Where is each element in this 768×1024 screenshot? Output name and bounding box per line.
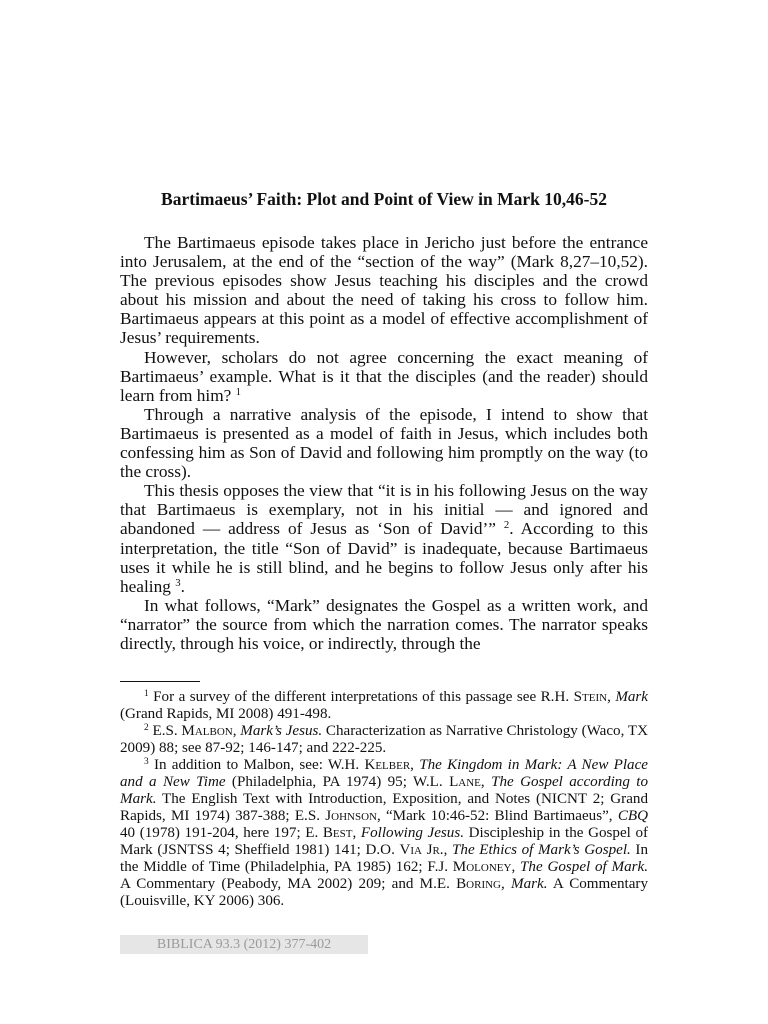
article-title: Bartimaeus’ Faith: Plot and Point of View in Mark 10,46-52: [161, 188, 607, 209]
paragraph-2: However, scholars do not agree concerning the exact meaning of Bartimaeus’ example. What is it that the disciples (and the reader) should learn from him? $^1$: [120, 347, 648, 405]
footnotes: [120, 689, 648, 910]
footnote-separator: [120, 681, 200, 682]
book-title: Mark: [615, 689, 649, 705]
footnote-number: 1: [144, 688, 149, 699]
footnote-number: 3: [144, 756, 149, 767]
journal-title: CBQ: [617, 808, 648, 824]
journal-citation-footer: BIBLICA 93.3 (2012) 377-402: [120, 935, 368, 954]
author-name: Best: [322, 825, 353, 841]
footnote-2: $^2$ E.S. Malbon, Mark’s Jesus. Characterization as Narrative Christology (Waco, TX 2009) 88; see 87-92; 146-147; and 222-225.: [120, 722, 648, 756]
footnote-ref-1[interactable]: 1: [235, 385, 242, 398]
paragraph-4: This thesis opposes the view that “it is in his following Jesus on the way that Bartimaeus is exemplary, not in his initial — and ignored and abandoned — address of Jesus as ‘Son of David’” $^2$. According to this interpretation, the title “Son of David” is inadequate, because Bartimaeus uses it while he is still blind, and he begins to follow Jesus only after his healing $^3$.: [120, 481, 648, 596]
book-title: The Gospel of Mark.: [520, 859, 649, 875]
author-name: Stein: [573, 689, 608, 705]
book-title: The Kingdom in Mark: A New Place and a New Time: [120, 757, 648, 790]
paragraph-5: In what follows, “Mark” designates the Gospel as a written work, and “narrator” the source from which the narration comes. The narrator speaks directly, through his voice, or indirectly, through the: [120, 595, 648, 653]
author-name: Via Jr.: [399, 842, 444, 858]
author-name: Malbon: [181, 723, 233, 739]
author-name: Johnson: [325, 808, 377, 824]
article-body: [120, 233, 648, 653]
book-title: The Ethics of Mark’s Gospel.: [452, 842, 631, 858]
author-name: Boring: [456, 876, 501, 892]
author-name: Moloney: [452, 859, 512, 875]
footnote-number: 2: [144, 722, 149, 733]
paragraph-3: Through a narrative analysis of the episode, I intend to show that Bartimaeus is presented as a model of faith in Jesus, which includes both confessing him as Son of David and following him promptly on the way (to the cross).: [120, 404, 648, 482]
footnote-ref-2[interactable]: 2: [503, 519, 510, 532]
book-title: Mark.: [511, 876, 548, 892]
author-name: Kelber: [364, 757, 411, 773]
book-title: Mark’s Jesus.: [240, 723, 323, 739]
footnote-ref-3[interactable]: 3: [175, 576, 181, 589]
author-name: Lane: [449, 774, 481, 790]
book-title: Following Jesus.: [360, 825, 465, 841]
book-title: The Gospel according to Mark.: [120, 774, 649, 807]
footnote-1: $^1$ For a survey of the different interpretations of this passage see R.H. Stein, Mark (Grand Rapids, MI 2008) 491-498.: [120, 688, 649, 722]
paragraph-1: The Bartimaeus episode takes place in Jericho just before the entrance into Jerusalem, at the end of the “section of the way” (Mark 8,27–10,52). The previous episodes show Jesus teaching his disciples and the crowd about his mission and about the need of taking his cross to follow him. Bartimaeus appears at this point as a model of effective accomplishment of Jesus’ requirements.: [120, 233, 648, 348]
footnote-3: $^3$ In addition to Malbon, see: W.H. Kelber, The Kingdom in Mark: A New Place and a New Time (Philadelphia, PA 1974) 95; W.L. Lane, The Gospel according to Mark. The English Text with Introduction, Exposition, and Notes (NICNT 2; Grand Rapids, MI 1974) 387-388; E.S. Johnson, “Mark 10:46-52: Blind Bartimaeus”, CBQ 40 (1978) 191-204, here 197; E. Best, Following Jesus. Discipleship in the Gospel of Mark (JSNTSS 4; Sheffield 1981) 141; D.O. Via Jr., The Ethics of Mark’s Gospel. In the Middle of Time (Philadelphia, PA 1985) 162; F.J. Moloney, The Gospel of Mark. A Commentary (Peabody, MA 2002) 209; and M.E. Boring, Mark. A Commentary (Louisville, KY 2006) 306.: [120, 756, 649, 909]
